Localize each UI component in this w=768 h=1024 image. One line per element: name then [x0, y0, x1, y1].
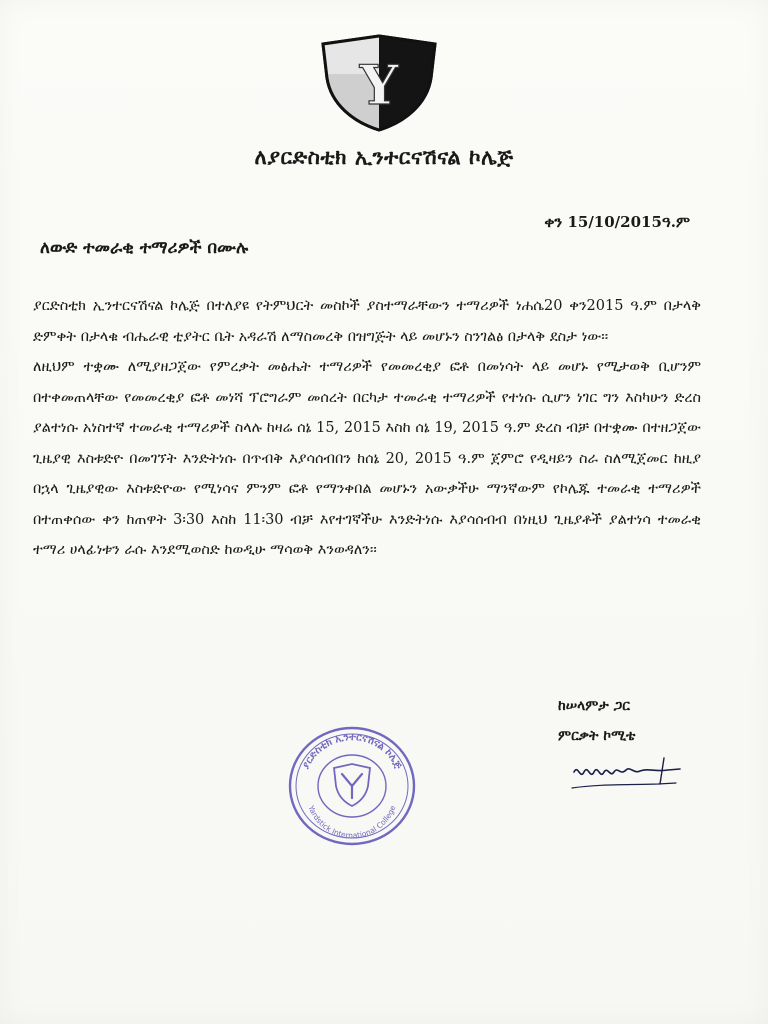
college-name-heading: ለያርድስቲክ ኢንተርናሽናል ኮሌጅ [254, 144, 514, 169]
letter-addressee: ለውድ ተመራቂ ተማሪዎች በሙሉ [40, 238, 249, 258]
signature-mark [568, 754, 688, 798]
closing-committee: ምርቃት ኮሚቴ [558, 728, 636, 744]
letter-closing [558, 691, 635, 751]
college-stamp [284, 722, 420, 850]
stamp-top-text: ያርድስቲክ ኢንተርናሽናል ኮሌጅ [300, 731, 404, 771]
letter-date: ቀን 15/10/2015ዓ.ም [544, 213, 690, 231]
stamp-bottom-text: Yardstick International College [306, 804, 398, 841]
paragraph-photo-notice: ለዚህም ተቋሙ ለሚያዘጋጀው የምረቃት መፅሔት ተማሪዎች የመመረቂያ ፎቶ በመነሳት ላይ መሆኑ የሚታወቅ ቢሆንም በተቀመጠላቸው የመመረቂያ ፎቶ መነሻ ፕሮግራም መሰረት በርካታ ተመራቂ ተማሪዎች የተነሱ ሲሆን ነገር ግን እስካሁን ድረስ ያልተነሱ አነስተኛ ተመራቂ ተማሪዎች ስላሉ ከዛሬ ሰኔ 15, 2015 እስከ ሰኔ 19, 2015 ዓ.ም ድረስ ብቻ በተቋሙ በተዘጋጀው ጊዜያዊ እስቱድዮ በመገኘት እንድትነሱ በጥብቅ እያሳሰብበን ከሰኔ 20, 2015 ዓ.ም ጀምሮ የዲዛይን ስራ ስለሚጀመር ከዚያ በኋላ ጊዜያዊው እስቱድዮው የሚነሳና ምንም ፎቶ የማንቀበል መሆኑን አውቃችሁ ማንኛውም የኮሌጁ ተመራቂ ተማሪዎች በተጠቀሰው ቀን ከጠዋት 3፡30 እስከ 11፡30 ብቻ እየተገኛችሁ እንድትነሱ እያሳሰብብ በነዚህ ጊዜያቶች ያልተነሳ ተመራቂ ተማሪ ሀላፊነቱን ራሱ እንደሚወስድ ከወዲሁ ማሳወቅ እንወዳለን፡፡ [33, 359, 701, 558]
closing-regards: ከሠላምታ ጋር [558, 698, 631, 714]
letter-body [33, 291, 701, 566]
stamp-shield-icon [334, 764, 370, 806]
paragraph-announcement: ያርድስቲክ ኢንተርናሽናል ኮሌጅ በተለያዩ የትምህርት መስኮች ያስተማራቸውን ተማሪዎች ነሐሴ20 ቀን2015 ዓ.ም በታላቅ ድምቀት በታላቁ ብሔራዊ ቲያትር ቤት አዳራሽ ለማስመረቅ በዝግጅት ላይ መሆኑን ስንገልፅ በታላቅ ደስታ ነው፡፡ [33, 298, 701, 345]
logo-letter: Y [359, 53, 399, 117]
college-shield-logo [317, 34, 441, 132]
